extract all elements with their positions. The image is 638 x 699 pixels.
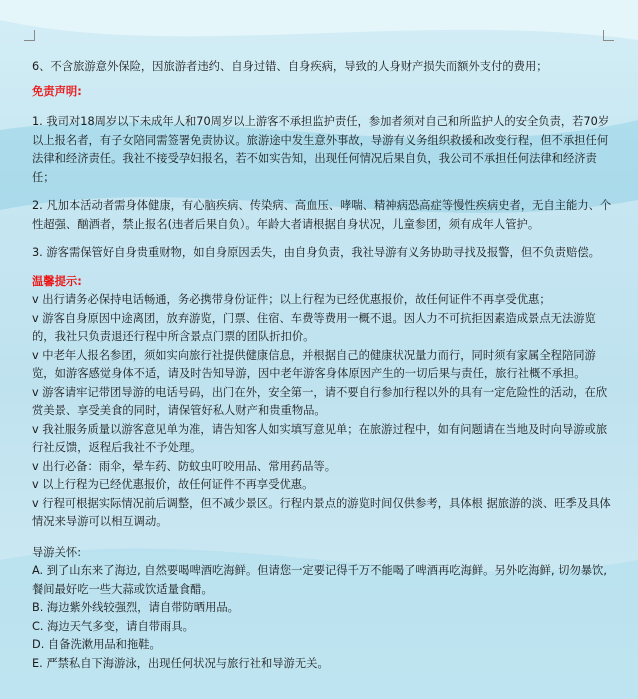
tips-heading: 温馨提示:: [32, 274, 82, 288]
disclaimer-heading: 免责声明:: [32, 84, 82, 98]
page-corner-mark-right: [603, 30, 614, 41]
guide-item: A. 到了山东来了海边, 自然要喝啤酒吃海鲜。但请您一定要记得千万不能喝了啤酒再吃海鲜。另外吃海鲜, 切勿暴饮, 餐间最好吃一些大蒜或饮适量食醋。: [32, 564, 607, 596]
disclaimer-item-1: 1. 我司对18周岁以下未成年人和70周岁以上游客不承担监护责任，参加者须对自己和所监护人的安全负责，若70岁以上报名者，有子女陪同需签署免责协议。旅游途中发生意外事故，导游有义务组织救援和改变行程，但不承担任何法律和经济责任。我社不接受孕妇报名，若不如实告知，出现任何情况后果自负，我公司不承担任何法律和经济责任；: [32, 115, 610, 184]
guide-heading: 导游关怀:: [32, 545, 81, 559]
document-page: [32, 58, 614, 673]
tip-item: v 出行请务必保持电话畅通，务必携带身份证件；以上行程为已经优惠报价，故任何证件不再享受优惠；: [32, 293, 551, 306]
guide-item: C. 海边天气多变，请自带雨具。: [32, 619, 194, 633]
tip-item: v 我社服务质量以游客意见单为准，请告知客人如实填写意见单；在旅游过程中，如有问题请在当地及时向导游或旅行社反馈，返程后我社不予处理。: [32, 422, 608, 454]
guide-item: B. 海边紫外线较强烈，请自带防晒用品。: [32, 601, 239, 614]
tip-item: v 游客请牢记带团导游的电话号码，出门在外，安全第一，请不要自行参加行程以外的具有一定危险性的活动，在欣赏美景、享受美食的同时，请保管好私人财产和贵重物品。: [32, 385, 608, 417]
exclusion-item-6: 6、不含旅游意外保险，因旅游者违约、自身过错、自身疾病，导致的人身财产损失而额外支付的费用；: [32, 60, 548, 73]
tip-item: v 游客自身原因中途离团，放弃游览，门票、住宿、车费等费用一概不退。因人力不可抗拒因素造成景点无法游览的，我社只负责退还行程中所含景点门票的团队折扣价。: [32, 311, 596, 343]
page-corner-mark-left: [24, 30, 35, 41]
tip-item: v 出行必备：雨伞，晕车药、防蚊虫叮咬用品、常用药品等。: [32, 459, 336, 473]
tip-item: v 行程可根据实际情况前后调整，但不减少景区。行程内景点的游览时间仅供参考，具体根 据旅游的淡、旺季及具体情况来导游可以相互调动。: [32, 496, 611, 528]
guide-item: D. 自备洗漱用品和拖鞋。: [32, 638, 161, 651]
tip-item: v 中老年人报名参团，须如实向旅行社提供健康信息，并根据自己的健康状况量力而行，同时须有家属全程陪同游览，如游客感觉身体不适，请及时告知导游，因中老年游客身体原因产生的一切后果与责任，旅行社概不承担。: [32, 348, 596, 380]
guide-item: E. 严禁私自下海游泳，出现任何状况与旅行社和导游无关。: [32, 656, 329, 670]
disclaimer-item-2: 2. 凡加本活动者需身体健康，有心脑疾病、传染病、高血压、哮喘、精神病恐高症等慢性疾病史者，无自主能力、个性超强、酗酒者，禁止报名(违者后果自负）。年龄大者请根据自身状况，儿童参团，须有成年人管护。: [32, 199, 612, 231]
tip-item: v 以上行程为已经优惠报价，故任何证件不再享受优惠。: [32, 478, 314, 491]
disclaimer-item-3: 3. 游客需保管好自身贵重财物，如自身原因丢失，由自身负责，我社导游有义务协助寻找及报警，但不负责赔偿。: [32, 246, 600, 259]
